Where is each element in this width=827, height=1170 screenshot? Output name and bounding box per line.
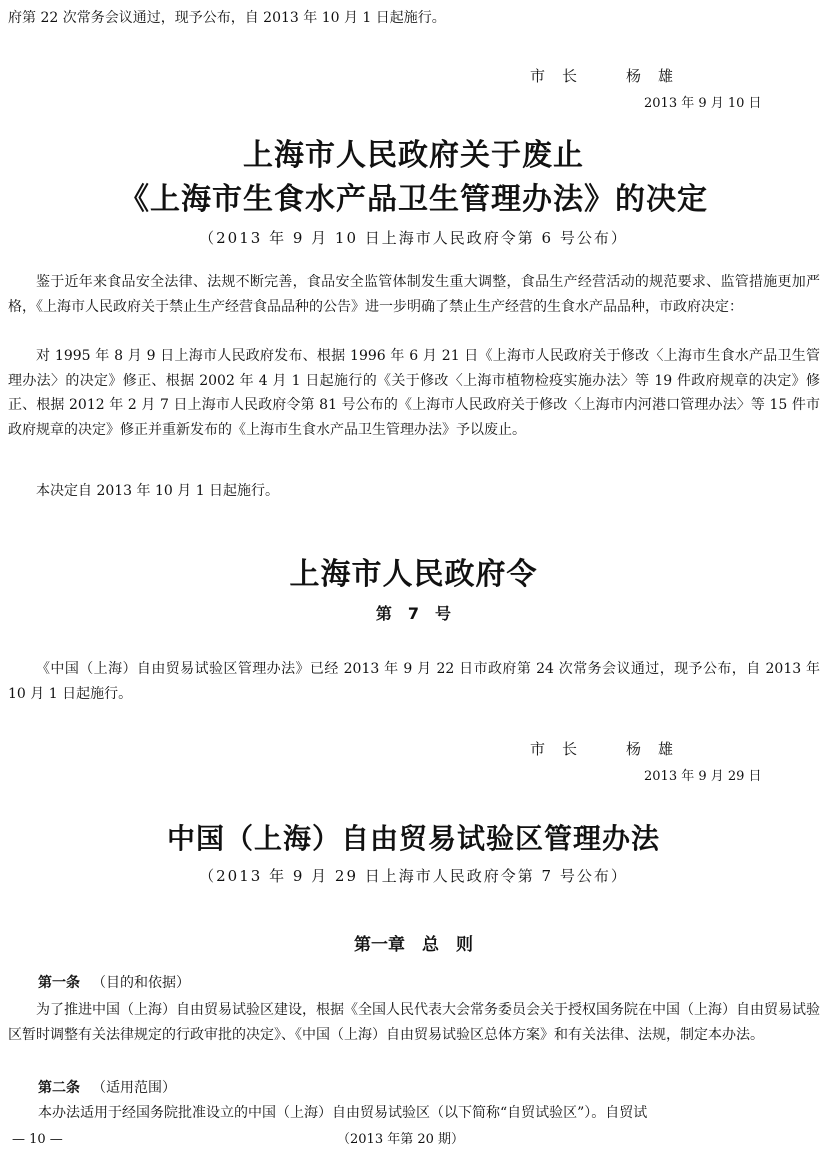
article-paragraph: 本办法适用于经国务院批准设立的中国（上海）自由贸易试验区（以下简称“自贸试验区”）。自贸试 xyxy=(38,1105,648,1121)
article-number: 第一条 xyxy=(38,975,80,991)
decision-title-line2: 《上海市生食水产品卫生管理办法》的决定 xyxy=(119,182,708,217)
decision-paragraph-3: 本决定自 2013 年 10 月 1 日起施行。 xyxy=(36,483,280,499)
measures-title: 中国（上海）自由贸易试验区管理办法 xyxy=(166,822,660,855)
continued-text-line: 府第 22 次常务会议通过，现予公布，自 2013 年 10 月 1 日起施行。 xyxy=(8,10,446,26)
article-heading xyxy=(38,1078,176,1098)
signature-date: 2013 年 9 月 10 日 xyxy=(644,96,762,111)
decision-paragraph-1: 鉴于近年来食品安全法律、法规不断完善，食品安全监管体制发生重大调整，食品生产经营活动的规范要求、监管措施更加严格，《上海市人民政府关于禁止生产经营食品品种的公告》进一步明确了禁止生产经营的生食水产品品种，市政府决定： xyxy=(8,274,820,315)
issue-label: （2013 年第 20 期） xyxy=(337,1132,465,1147)
decision-paragraph-2: 对 1995 年 8 月 9 日上海市人民政府发布、根据 1996 年 6 月 21 日《上海市人民政府关于修改〈上海市生食水产品卫生管理办法〉的决定》修正、根据 2002 年 4 月 1 日起施行的《关于修改〈上海市植物检疫实施办法〉等 19 件政府规章的决定》修正、根据 2012 年 2 月 7 日上海市人民政府令第 81 号公布的《上海市人民政府关于修改〈上海市内河港口管理办法〉等 15 件市政府规章的决定》修正并重新发布的《上海市生食水产品卫生管理办法》予以废止。 xyxy=(8,348,820,438)
signature-date: 2013 年 9 月 29 日 xyxy=(644,769,762,784)
article-paragraph: 为了推进中国（上海）自由贸易试验区建设，根据《全国人民代表大会常务委员会关于授权国务院在中国（上海）自由贸易试验区暂时调整有关法律规定的行政审批的决定》、《中国（上海）自由贸易试验区总体方案》和有关法律、法规，制定本办法。 xyxy=(8,1002,820,1043)
mayor-signature: 市 长 杨 雄 xyxy=(530,67,675,85)
article-heading xyxy=(38,973,190,993)
decision-title-line1: 上海市人民政府关于废止 xyxy=(243,138,584,173)
article-caption: （适用范围） xyxy=(92,1080,176,1096)
mayor-signature: 市 长 杨 雄 xyxy=(530,740,675,758)
decision-subtitle: （2013 年 9 月 10 日上海市人民政府令第 6 号公布） xyxy=(199,229,628,247)
article-caption: （目的和依据） xyxy=(92,975,190,991)
page-number: — 10 — xyxy=(12,1132,63,1147)
order-number: 第 7 号 xyxy=(375,604,452,623)
article-number: 第二条 xyxy=(38,1080,80,1096)
measures-subtitle: （2013 年 9 月 29 日上海市人民政府令第 7 号公布） xyxy=(199,867,628,885)
order-paragraph: 《中国（上海）自由贸易试验区管理办法》已经 2013 年 9 月 22 日市政府第 24 次常务会议通过，现予公布，自 2013 年 10 月 1 日起施行。 xyxy=(8,661,820,702)
chapter-heading: 第一章 总 则 xyxy=(354,935,473,955)
order-title: 上海市人民政府令 xyxy=(289,557,538,592)
